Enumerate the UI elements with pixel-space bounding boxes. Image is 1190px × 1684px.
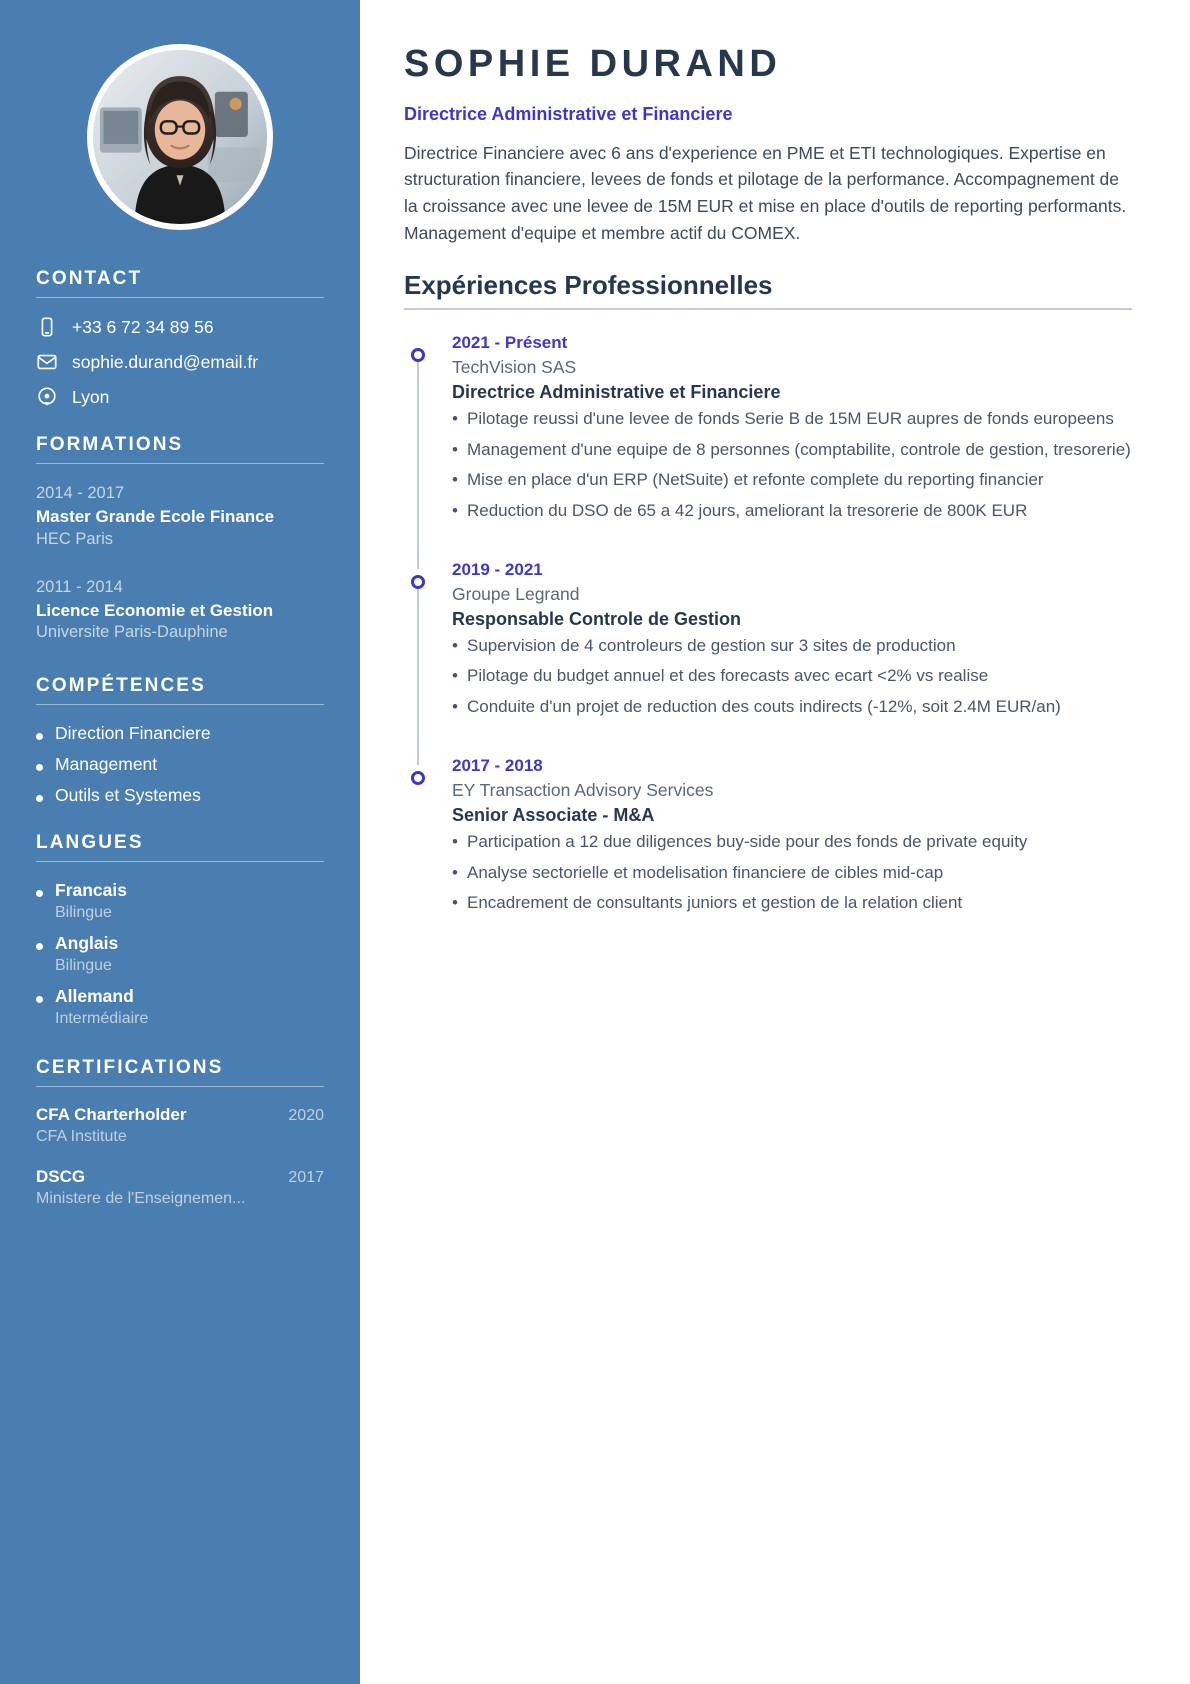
experience-heading: Expériences Professionnelles (404, 270, 773, 301)
contact-email[interactable] (36, 351, 324, 373)
section-contact (36, 268, 324, 408)
experience-dates: 2017 - 2018 (452, 756, 543, 776)
certifications-divider (36, 1086, 324, 1087)
certification-issuer: CFA Institute (36, 1128, 127, 1146)
bullet-dot-icon (36, 890, 43, 897)
timeline-line (417, 575, 419, 765)
certification-year: 2017 (288, 1169, 324, 1187)
experience-bullet: • Participation a 12 due diligences buy-side pour des fonds de private equity (452, 830, 1132, 854)
skill-item (36, 723, 324, 744)
location-pin-icon (36, 386, 58, 408)
language-level: Bilingue (55, 957, 112, 975)
education-dates: 2014 - 2017 (36, 484, 125, 502)
experience-bullet: • Mise en place d'un ERP (NetSuite) et refonte complete du reporting financier (452, 468, 1132, 492)
education-heading: FORMATIONS (36, 434, 184, 455)
experience-timeline (404, 332, 1132, 916)
bullet-dot-icon (36, 733, 43, 740)
certification-year: 2020 (288, 1107, 324, 1125)
avatar-container (0, 0, 360, 268)
avatar (87, 44, 273, 230)
experience-bullet: • Reduction du DSO de 65 a 42 jours, ameliorant la tresorerie de 800K EUR (452, 499, 1132, 523)
experience-dates: 2021 - Présent (452, 333, 568, 353)
profile-photo-icon (93, 50, 267, 224)
experience-bullet: • Encadrement de consultants juniors et gestion de la relation client (452, 891, 1132, 915)
experience-bullets (452, 830, 1132, 915)
experience-item (452, 755, 1132, 915)
experience-bullet: • Pilotage du budget annuel et des forecasts avec ecart <2% vs realise (452, 664, 1132, 688)
section-certifications (36, 1057, 324, 1211)
experience-company: TechVision SAS (452, 357, 577, 378)
language-level: Intermédiaire (55, 1010, 149, 1028)
contact-location-value: Lyon (72, 386, 110, 407)
contact-phone[interactable] (36, 316, 324, 338)
language-item (36, 880, 324, 925)
section-languages (36, 832, 324, 1031)
timeline-line (417, 348, 419, 569)
page-title: SOPHIE DURAND (404, 43, 782, 85)
phone-icon (36, 316, 58, 338)
timeline-marker-icon (411, 771, 425, 785)
skill-label: Management (55, 754, 158, 775)
experience-bullet: • Conduite d'un projet de reduction des couts indirects (-12%, soit 2.4M EUR/an) (452, 695, 1132, 719)
professional-summary: Directrice Financiere avec 6 ans d'experience en PME et ETI technologiques. Expertise en structuration financiere, levees de fonds et pilotage de la performance. Accompagnement de la croissance avec une levee de 15M EUR et mise en place d'outils de reporting performants. Management d'equipe et membre actif du COMEX. (404, 142, 1127, 243)
section-education (36, 434, 324, 645)
timeline-marker-icon (411, 348, 425, 362)
skill-item (36, 785, 324, 806)
certification-item (36, 1167, 324, 1211)
experience-bullet: • Pilotage reussi d'une levee de fonds Serie B de 15M EUR aupres de fonds europeens (452, 407, 1132, 431)
certifications-heading: CERTIFICATIONS (36, 1057, 224, 1079)
experience-bullets (452, 407, 1132, 523)
certification-item (36, 1105, 324, 1149)
main-content (360, 0, 1190, 1684)
experience-company: Groupe Legrand (452, 583, 580, 604)
experience-bullet: • Supervision de 4 controleurs de gestion sur 3 sites de production (452, 634, 1132, 658)
experience-item (452, 332, 1132, 559)
education-degree: Licence Economie et Gestion (36, 600, 274, 620)
language-level: Bilingue (55, 904, 112, 922)
language-name: Allemand (55, 986, 134, 1007)
experience-bullet: • Analyse sectorielle et modelisation financiere de cibles mid-cap (452, 861, 1132, 885)
experience-role: Responsable Controle de Gestion (452, 608, 742, 629)
bullet-dot-icon (36, 996, 43, 1003)
education-dates: 2011 - 2014 (36, 577, 123, 596)
certification-name: DSCG (36, 1167, 86, 1187)
bullet-dot-icon (36, 764, 43, 771)
languages-heading: LANGUES (36, 832, 144, 854)
experience-company: EY Transaction Advisory Services (452, 780, 714, 801)
timeline-marker-icon (411, 575, 425, 589)
job-title: Directrice Administrative et Financiere (404, 103, 733, 124)
education-item (36, 576, 324, 646)
envelope-icon (36, 351, 58, 373)
education-school: Universite Paris-Dauphine (36, 623, 228, 642)
section-skills (36, 675, 324, 806)
experience-item (452, 559, 1132, 755)
certification-issuer: Ministere de l'Enseignemen... (36, 1190, 246, 1208)
experience-divider (404, 308, 1132, 310)
contact-heading: CONTACT (36, 268, 143, 289)
contact-divider (36, 297, 324, 298)
education-item (36, 482, 324, 552)
skill-label: Outils et Systemes (55, 785, 201, 806)
certification-name: CFA Charterholder (36, 1105, 187, 1125)
languages-divider (36, 861, 324, 862)
contact-location[interactable] (36, 386, 324, 408)
language-name: Francais (55, 880, 127, 901)
education-divider (36, 463, 324, 464)
language-item (36, 933, 324, 978)
skill-label: Direction Financiere (55, 723, 211, 744)
experience-role: Directrice Administrative et Financiere (452, 381, 781, 402)
sidebar-content (0, 268, 360, 1211)
language-name: Anglais (55, 933, 119, 954)
education-school: HEC Paris (36, 529, 114, 548)
language-item (36, 986, 324, 1031)
contact-email-value: sophie.durand@email.fr (72, 351, 259, 372)
skill-item (36, 754, 324, 775)
skills-heading: COMPÉTENCES (36, 675, 206, 697)
bullet-dot-icon (36, 943, 43, 950)
skills-divider (36, 704, 324, 705)
bullet-dot-icon (36, 795, 43, 802)
experience-role: Senior Associate - M&A (452, 805, 655, 826)
sidebar (0, 0, 360, 1684)
contact-phone-value: +33 6 72 34 89 56 (72, 316, 214, 337)
experience-dates: 2019 - 2021 (452, 560, 543, 580)
experience-bullet: • Management d'une equipe de 8 personnes (comptabilite, controle de gestion, tresorerie) (452, 438, 1132, 462)
experience-bullets (452, 634, 1132, 719)
education-degree: Master Grande Ecole Finance (36, 506, 275, 526)
